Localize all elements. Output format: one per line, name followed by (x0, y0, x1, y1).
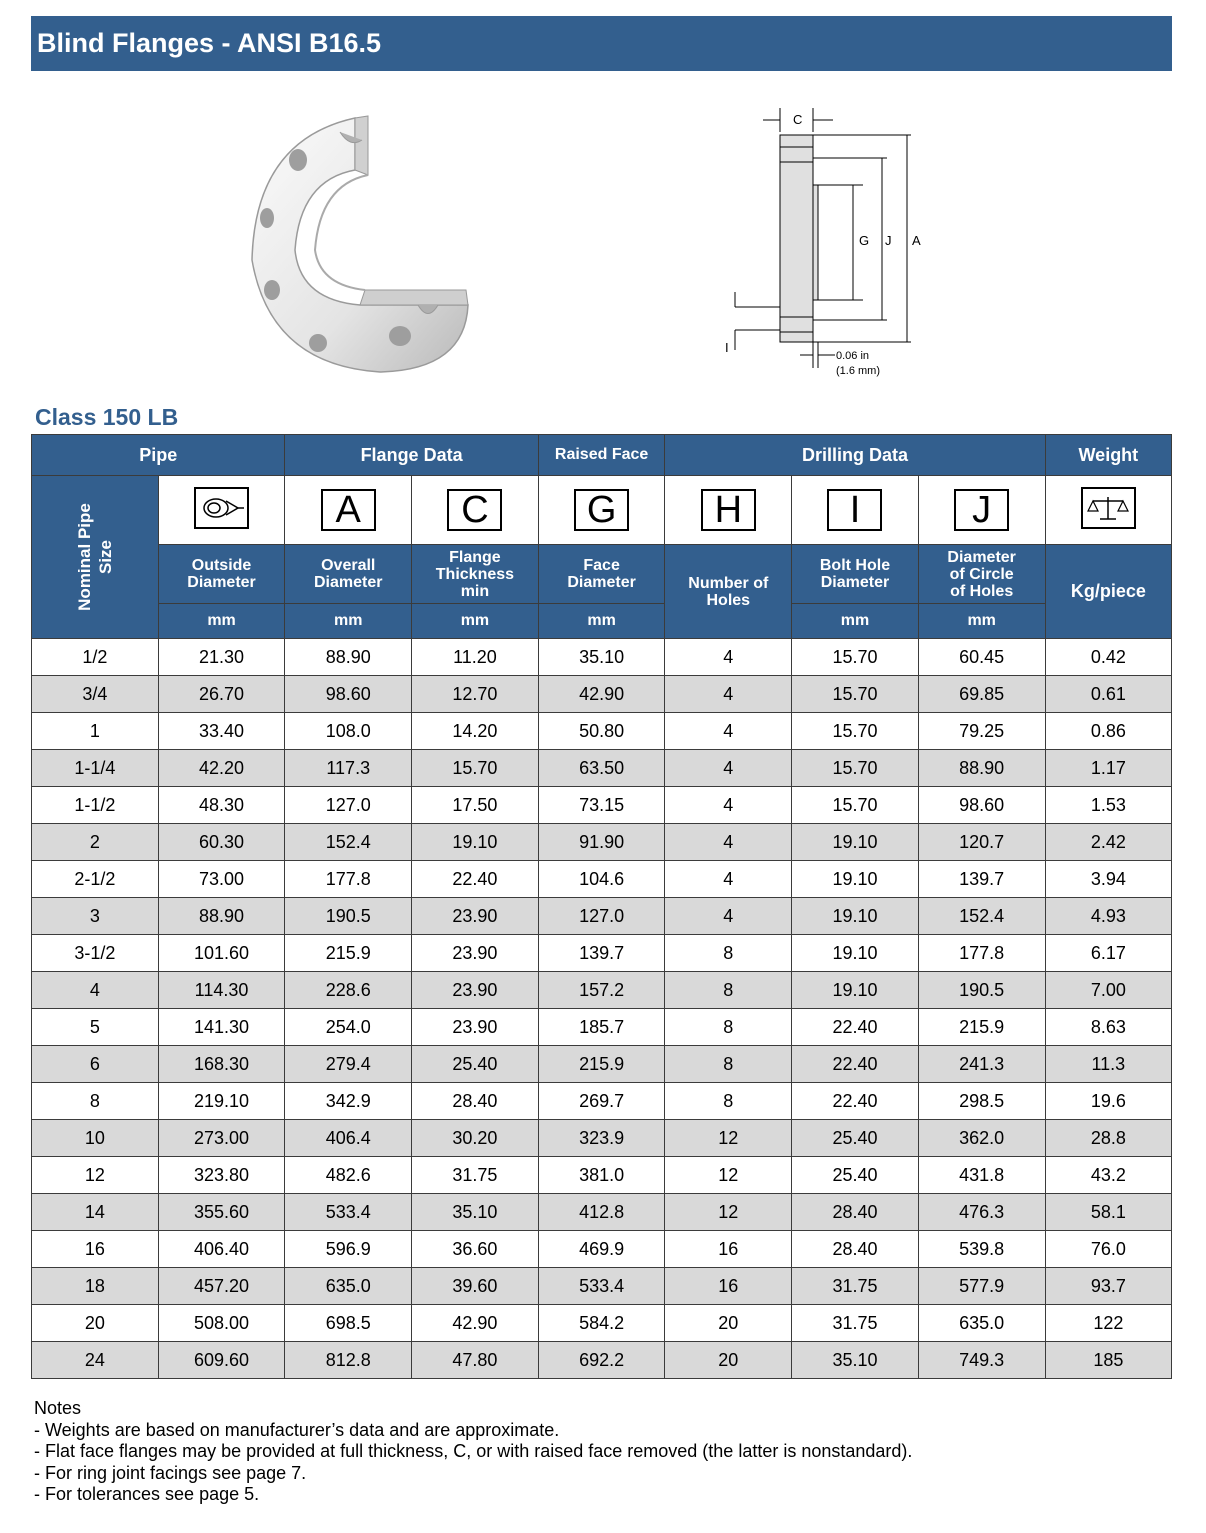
table-cell: 15.70 (792, 787, 919, 824)
table-cell: 60.30 (158, 824, 285, 861)
table-cell: 6 (32, 1046, 159, 1083)
table-cell: 18 (32, 1268, 159, 1305)
table-cell: 50.80 (538, 713, 665, 750)
table-cell: 215.9 (538, 1046, 665, 1083)
unit-mm: mm (918, 604, 1045, 639)
table-cell: 19.10 (792, 861, 919, 898)
table-cell: 241.3 (918, 1046, 1045, 1083)
table-row (32, 750, 1172, 787)
symbol-c: C (412, 476, 539, 545)
table-row (32, 1305, 1172, 1342)
table-cell: 215.9 (285, 935, 412, 972)
table-cell: 482.6 (285, 1157, 412, 1194)
pipe-icon (194, 487, 249, 529)
dim-i-label: I (725, 340, 729, 355)
table-cell: 114.30 (158, 972, 285, 1009)
table-cell: 533.4 (538, 1268, 665, 1305)
table-cell: 177.8 (285, 861, 412, 898)
table-cell: 362.0 (918, 1120, 1045, 1157)
table-cell: 8.63 (1045, 1009, 1172, 1046)
group-raised-face: Raised Face (538, 435, 665, 476)
symbol-a: A (285, 476, 412, 545)
table-cell: 219.10 (158, 1083, 285, 1120)
table-cell: 8 (665, 1046, 792, 1083)
table-cell: 692.2 (538, 1342, 665, 1379)
table-cell: 812.8 (285, 1342, 412, 1379)
table-cell: 15.70 (792, 639, 919, 676)
table-cell: 476.3 (918, 1194, 1045, 1231)
table-cell: 698.5 (285, 1305, 412, 1342)
table-cell: 16 (32, 1231, 159, 1268)
table-cell: 127.0 (538, 898, 665, 935)
table-cell: 168.30 (158, 1046, 285, 1083)
table-cell: 1-1/4 (32, 750, 159, 787)
table-cell: 269.7 (538, 1083, 665, 1120)
page-title: Blind Flanges - ANSI B16.5 (37, 28, 382, 58)
note-item: - For tolerances see page 5. (34, 1484, 260, 1505)
table-cell: 30.20 (412, 1120, 539, 1157)
table-row (32, 1083, 1172, 1120)
table-cell: 15.70 (792, 676, 919, 713)
symbol-g: G (538, 476, 665, 545)
dim-a-label: A (912, 233, 921, 248)
table-cell: 19.10 (792, 898, 919, 935)
table-cell: 117.3 (285, 750, 412, 787)
table-cell: 412.8 (538, 1194, 665, 1231)
table-cell: 3/4 (32, 676, 159, 713)
table-row (32, 898, 1172, 935)
table-cell: 19.10 (792, 935, 919, 972)
symbol-j: J (918, 476, 1045, 545)
table-cell: 8 (665, 1009, 792, 1046)
table-cell: 254.0 (285, 1009, 412, 1046)
table-cell: 584.2 (538, 1305, 665, 1342)
table-cell: 35.10 (792, 1342, 919, 1379)
label-overall-diameter: Overall Diameter (285, 545, 412, 604)
dim-g-label: G (859, 233, 870, 248)
unit-mm: mm (158, 604, 285, 639)
table-cell: 12 (665, 1157, 792, 1194)
table-row (32, 713, 1172, 750)
table-cell: 3.94 (1045, 861, 1172, 898)
table-cell: 73.00 (158, 861, 285, 898)
table-cell: 48.30 (158, 787, 285, 824)
table-cell: 101.60 (158, 935, 285, 972)
table-cell: 8 (665, 972, 792, 1009)
table-cell: 19.10 (792, 824, 919, 861)
table-cell: 31.75 (792, 1305, 919, 1342)
unit-mm: mm (538, 604, 665, 639)
table-cell: 42.90 (412, 1305, 539, 1342)
table-cell: 108.0 (285, 713, 412, 750)
table-cell: 22.40 (792, 1009, 919, 1046)
table-cell: 177.8 (918, 935, 1045, 972)
table-row (32, 861, 1172, 898)
table-cell: 28.40 (792, 1231, 919, 1268)
table-row (32, 1009, 1172, 1046)
table-cell: 215.9 (918, 1009, 1045, 1046)
table-cell: 4 (32, 972, 159, 1009)
table-cell: 122 (1045, 1305, 1172, 1342)
note-item: - For ring joint facings see page 7. (34, 1462, 307, 1483)
table-cell: 141.30 (158, 1009, 285, 1046)
table-cell: 28.8 (1045, 1120, 1172, 1157)
table-cell: 31.75 (792, 1268, 919, 1305)
table-cell: 23.90 (412, 1009, 539, 1046)
table-cell: 12 (32, 1157, 159, 1194)
table-cell: 63.50 (538, 750, 665, 787)
label-bolt-hole-diameter: Bolt Hole Diameter (792, 545, 919, 604)
table-cell: 355.60 (158, 1194, 285, 1231)
group-weight: Weight (1045, 435, 1172, 476)
table-cell: 19.6 (1045, 1083, 1172, 1120)
unit-mm: mm (792, 604, 919, 639)
table-cell: 33.40 (158, 713, 285, 750)
table-cell: 35.10 (412, 1194, 539, 1231)
table-cell: 43.2 (1045, 1157, 1172, 1194)
table-cell: 5 (32, 1009, 159, 1046)
table-cell: 1/2 (32, 639, 159, 676)
table-cell: 1.53 (1045, 787, 1172, 824)
table-cell: 185.7 (538, 1009, 665, 1046)
table-cell: 596.9 (285, 1231, 412, 1268)
table-cell: 508.00 (158, 1305, 285, 1342)
table-cell: 4 (665, 898, 792, 935)
table-cell: 4 (665, 639, 792, 676)
table-cell: 1.17 (1045, 750, 1172, 787)
table-cell: 4 (665, 676, 792, 713)
table-cell: 7.00 (1045, 972, 1172, 1009)
table-cell: 342.9 (285, 1083, 412, 1120)
table-row (32, 1194, 1172, 1231)
table-row (32, 787, 1172, 824)
table-cell: 25.40 (412, 1046, 539, 1083)
pipe-symbol (158, 476, 285, 545)
table-cell: 8 (32, 1083, 159, 1120)
table-cell: 190.5 (918, 972, 1045, 1009)
table-cell: 4 (665, 824, 792, 861)
nominal-pipe-size-header: Nominal Pipe Size (32, 476, 159, 639)
table-row (32, 972, 1172, 1009)
table-cell: 36.60 (412, 1231, 539, 1268)
notes-heading: Notes (34, 1398, 82, 1418)
table-cell: 88.90 (158, 898, 285, 935)
table-cell: 20 (32, 1305, 159, 1342)
table-cell: 0.61 (1045, 676, 1172, 713)
table-cell: 406.4 (285, 1120, 412, 1157)
table-cell: 58.1 (1045, 1194, 1172, 1231)
table-cell: 1 (32, 713, 159, 750)
flange-dimension-drawing (715, 100, 945, 390)
table-cell: 22.40 (792, 1046, 919, 1083)
table-cell: 8 (665, 935, 792, 972)
table-cell: 4.93 (1045, 898, 1172, 935)
table-cell: 31.75 (412, 1157, 539, 1194)
class-title: Class 150 LB (35, 404, 179, 430)
table-cell: 15.70 (412, 750, 539, 787)
table-cell: 23.90 (412, 972, 539, 1009)
table-cell: 533.4 (285, 1194, 412, 1231)
weight-symbol (1045, 476, 1172, 545)
group-flange-data: Flange Data (285, 435, 538, 476)
table-cell: 2.42 (1045, 824, 1172, 861)
table-row (32, 676, 1172, 713)
flange-table (31, 434, 1172, 1379)
table-row (32, 1342, 1172, 1379)
table-cell: 22.40 (412, 861, 539, 898)
table-cell: 104.6 (538, 861, 665, 898)
table-cell: 23.90 (412, 898, 539, 935)
table-cell: 0.42 (1045, 639, 1172, 676)
table-cell: 19.10 (412, 824, 539, 861)
table-cell: 6.17 (1045, 935, 1172, 972)
unit-mm: mm (412, 604, 539, 639)
table-cell: 4 (665, 750, 792, 787)
table-cell: 98.60 (285, 676, 412, 713)
table-cell: 279.4 (285, 1046, 412, 1083)
symbol-i: I (792, 476, 919, 545)
table-row (32, 824, 1172, 861)
table-cell: 20 (665, 1305, 792, 1342)
symbol-h: H (665, 476, 792, 545)
table-cell: 139.7 (538, 935, 665, 972)
table-cell: 23.90 (412, 935, 539, 972)
table-cell: 635.0 (285, 1268, 412, 1305)
table-cell: 28.40 (792, 1194, 919, 1231)
table-cell: 26.70 (158, 676, 285, 713)
table-cell: 12 (665, 1120, 792, 1157)
table-cell: 635.0 (918, 1305, 1045, 1342)
table-cell: 14.20 (412, 713, 539, 750)
table-cell: 73.15 (538, 787, 665, 824)
table-cell: 22.40 (792, 1083, 919, 1120)
table-cell: 12.70 (412, 676, 539, 713)
table-cell: 2-1/2 (32, 861, 159, 898)
table-cell: 79.25 (918, 713, 1045, 750)
table-cell: 69.85 (918, 676, 1045, 713)
label-kg-piece: Kg/piece (1045, 545, 1172, 639)
note-item: - Flat face flanges may be provided at full thickness, C, or with raised face removed (the latter is nonstandard). (34, 1441, 913, 1462)
table-cell: 4 (665, 787, 792, 824)
label-outside-diameter: Outside Diameter (158, 545, 285, 604)
table-cell: 12 (665, 1194, 792, 1231)
table-cell: 47.80 (412, 1342, 539, 1379)
title-bar (31, 16, 1172, 71)
unit-mm: mm (285, 604, 412, 639)
table-cell: 381.0 (538, 1157, 665, 1194)
group-pipe: Pipe (32, 435, 285, 476)
dim-c-label: C (793, 112, 803, 127)
table-cell: 4 (665, 713, 792, 750)
table-cell: 91.90 (538, 824, 665, 861)
table-cell: 127.0 (285, 787, 412, 824)
scale-icon (1081, 487, 1136, 529)
note-item: - Weights are based on manufacturer’s data and are approximate. (34, 1419, 560, 1440)
table-row (32, 1120, 1172, 1157)
table-cell: 609.60 (158, 1342, 285, 1379)
table-cell: 152.4 (918, 898, 1045, 935)
table-cell: 139.7 (918, 861, 1045, 898)
table-row (32, 935, 1172, 972)
table-cell: 2 (32, 824, 159, 861)
table-cell: 577.9 (918, 1268, 1045, 1305)
table-cell: 88.90 (918, 750, 1045, 787)
table-cell: 1-1/2 (32, 787, 159, 824)
table-cell: 749.3 (918, 1342, 1045, 1379)
table-cell: 28.40 (412, 1083, 539, 1120)
table-cell: 24 (32, 1342, 159, 1379)
group-drilling-data: Drilling Data (665, 435, 1045, 476)
table-cell: 98.60 (918, 787, 1045, 824)
table-cell: 42.90 (538, 676, 665, 713)
table-cell: 431.8 (918, 1157, 1045, 1194)
table-cell: 10 (32, 1120, 159, 1157)
table-cell: 42.20 (158, 750, 285, 787)
blind-flange-illustration (240, 100, 480, 380)
table-cell: 88.90 (285, 639, 412, 676)
table-cell: 273.00 (158, 1120, 285, 1157)
table-cell: 76.0 (1045, 1231, 1172, 1268)
table-cell: 21.30 (158, 639, 285, 676)
label-circle-diameter: Diameter of Circle of Holes (918, 545, 1045, 604)
table-cell: 16 (665, 1268, 792, 1305)
table-cell: 15.70 (792, 713, 919, 750)
table-cell: 15.70 (792, 750, 919, 787)
table-cell: 93.7 (1045, 1268, 1172, 1305)
table-cell: 0.86 (1045, 713, 1172, 750)
dim-note-in: 0.06 in (836, 350, 870, 362)
table-cell: 17.50 (412, 787, 539, 824)
label-flange-thickness: Flange Thickness min (412, 545, 539, 604)
table-cell: 25.40 (792, 1120, 919, 1157)
dim-j-label: J (885, 233, 892, 248)
table-cell: 120.7 (918, 824, 1045, 861)
table-cell: 4 (665, 861, 792, 898)
table-row (32, 1046, 1172, 1083)
table-cell: 3-1/2 (32, 935, 159, 972)
table-body (32, 639, 1172, 1379)
table-cell: 11.20 (412, 639, 539, 676)
dim-note-mm: (1.6 mm) (836, 365, 880, 377)
table-cell: 60.45 (918, 639, 1045, 676)
table-cell: 19.10 (792, 972, 919, 1009)
table-cell: 469.9 (538, 1231, 665, 1268)
table-cell: 185 (1045, 1342, 1172, 1379)
label-number-of-holes: Number of Holes (665, 545, 792, 639)
table-cell: 20 (665, 1342, 792, 1379)
table-cell: 8 (665, 1083, 792, 1120)
table-cell: 35.10 (538, 639, 665, 676)
table-cell: 152.4 (285, 824, 412, 861)
table-cell: 16 (665, 1231, 792, 1268)
table-cell: 14 (32, 1194, 159, 1231)
table-row (32, 1231, 1172, 1268)
table-cell: 539.8 (918, 1231, 1045, 1268)
table-cell: 157.2 (538, 972, 665, 1009)
table-cell: 39.60 (412, 1268, 539, 1305)
notes (34, 1398, 912, 1506)
table-cell: 323.80 (158, 1157, 285, 1194)
table-cell: 11.3 (1045, 1046, 1172, 1083)
table-cell: 228.6 (285, 972, 412, 1009)
table-row (32, 1268, 1172, 1305)
table-cell: 298.5 (918, 1083, 1045, 1120)
table-cell: 457.20 (158, 1268, 285, 1305)
table-row (32, 1157, 1172, 1194)
table-cell: 406.40 (158, 1231, 285, 1268)
table-cell: 25.40 (792, 1157, 919, 1194)
table-cell: 323.9 (538, 1120, 665, 1157)
label-face-diameter: Face Diameter (538, 545, 665, 604)
table-row (32, 639, 1172, 676)
table-cell: 190.5 (285, 898, 412, 935)
table-cell: 3 (32, 898, 159, 935)
